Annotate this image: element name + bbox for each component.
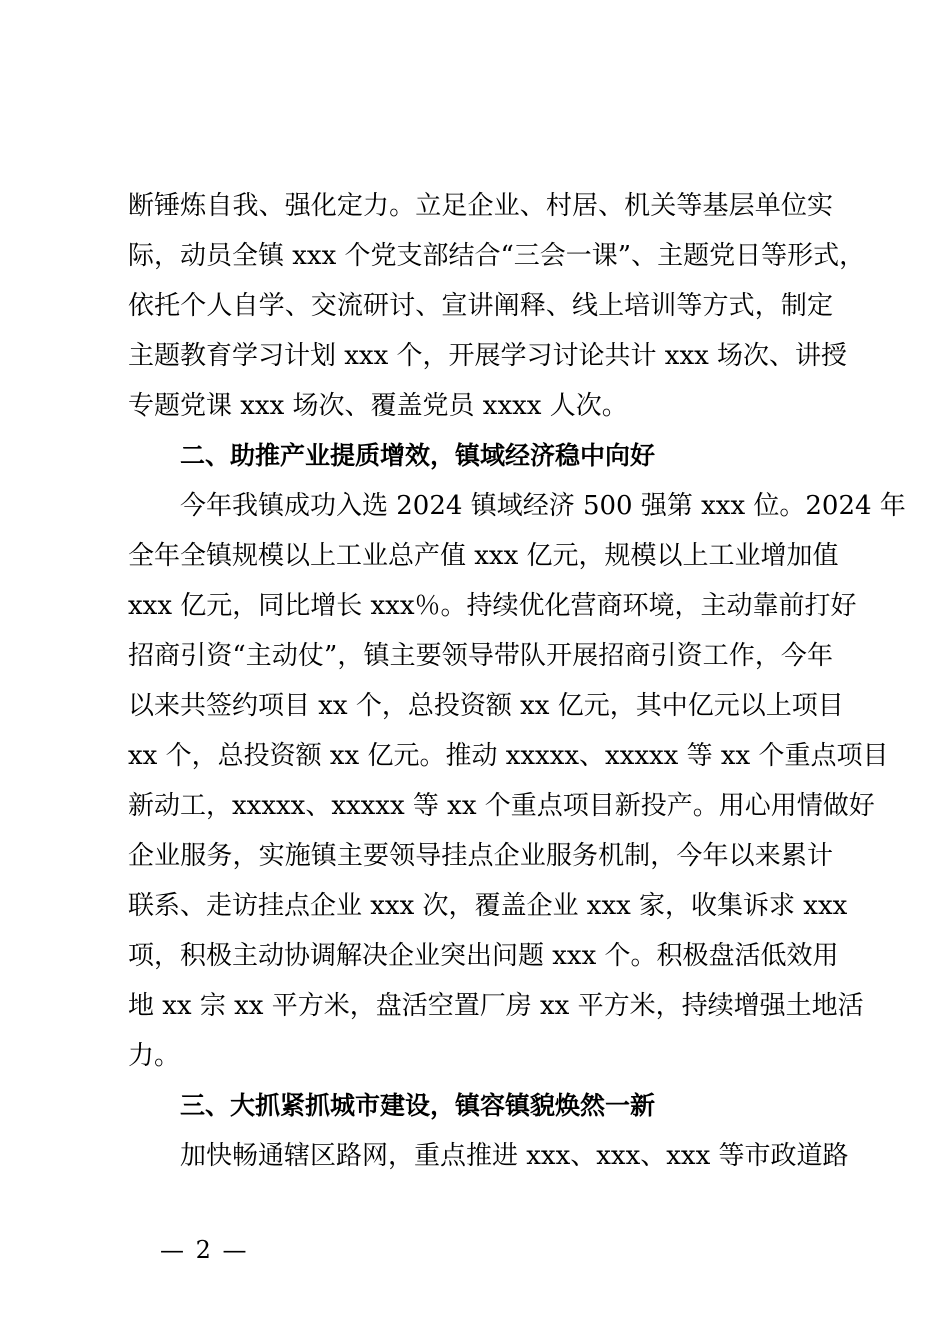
page-number: — 2 —: [160, 1236, 249, 1264]
paragraph-line: 专题党课 xxx 场次、覆盖党员 xxxx 人次。: [128, 391, 628, 421]
paragraph-line: 企业服务，实施镇主要领导挂点企业服务机制，今年以来累计: [128, 841, 833, 871]
paragraph-line: 主题教育学习计划 xxx 个，开展学习讨论共计 xxx 场次、讲授: [128, 341, 848, 371]
paragraph-line: 际，动员全镇 xxx 个党支部结合“三会一课”、主题党日等形式，: [128, 241, 866, 271]
paragraph-line: 项，积极主动协调解决企业突出问题 xxx 个。积极盘活低效用: [128, 941, 839, 971]
section-heading-3: 三、大抓紧抓城市建设，镇容镇貌焕然一新: [180, 1091, 656, 1120]
paragraph-line: xx 个，总投资额 xx 亿元。推动 xxxxx、xxxxx 等 xx 个重点项目: [128, 741, 889, 771]
section-heading-2: 二、助推产业提质增效，镇域经济稳中向好: [180, 441, 656, 470]
paragraph-line: 断锤炼自我、强化定力。立足企业、村居、机关等基层单位实: [128, 191, 833, 221]
paragraph-line: 加快畅通辖区路网，重点推进 xxx、xxx、xxx 等市政道路: [180, 1141, 849, 1171]
paragraph-line: 全年全镇规模以上工业总产值 xxx 亿元，规模以上工业增加值: [128, 541, 839, 571]
paragraph-line: 新动工，xxxxx、xxxxx 等 xx 个重点项目新投产。用心用情做好: [128, 791, 875, 821]
paragraph-line: 依托个人自学、交流研讨、宣讲阐释、线上培训等方式，制定: [128, 291, 833, 321]
body-text: [128, 181, 906, 1181]
paragraph-line: 招商引资“主动仗”，镇主要领导带队开展招商引资工作，今年: [128, 641, 833, 671]
paragraph-line: 今年我镇成功入选 2024 镇域经济 500 强第 xxx 位。2024 年: [180, 491, 906, 521]
paragraph-line: 力。: [128, 1041, 181, 1071]
paragraph-line: 以来共签约项目 xx 个，总投资额 xx 亿元，其中亿元以上项目: [128, 691, 844, 721]
paragraph-line: xxx 亿元，同比增长 xxx％。持续优化营商环境，主动靠前打好: [128, 591, 857, 621]
paragraph-line: 联系、走访挂点企业 xxx 次，覆盖企业 xxx 家，收集诉求 xxx: [128, 891, 848, 921]
paragraph-line: 地 xx 宗 xx 平方米，盘活空置厂房 xx 平方米，持续增强土地活: [128, 991, 864, 1021]
